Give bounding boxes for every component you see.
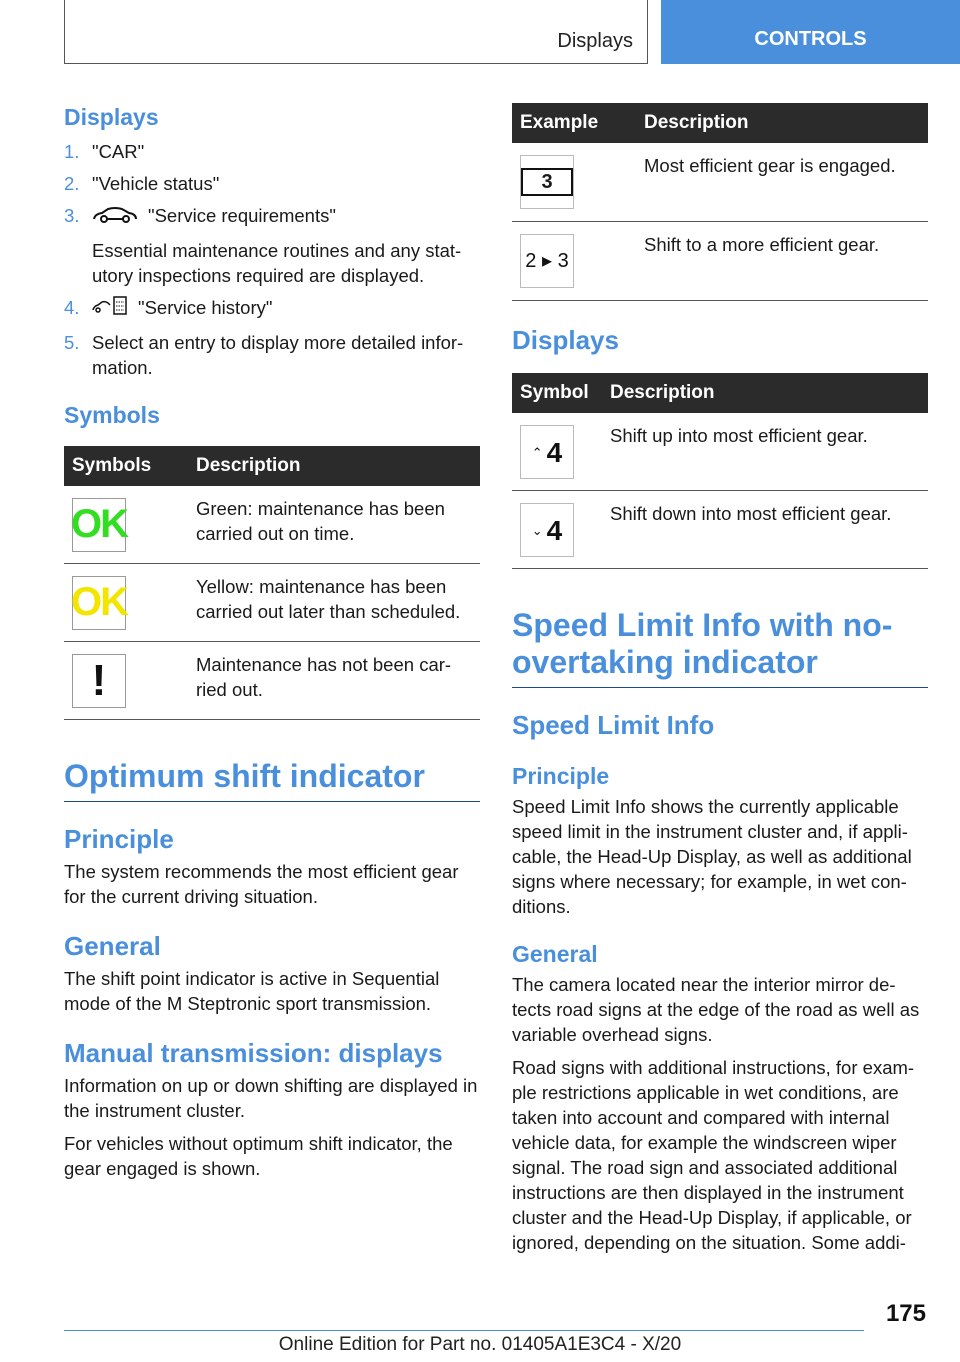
table-row (64, 563, 480, 641)
table-header: Description (636, 103, 928, 143)
table-row (512, 143, 928, 222)
table-header: Description (188, 446, 480, 486)
table-header: Example (512, 103, 636, 143)
header-box (64, 0, 648, 64)
symbols-heading: Symbols (64, 401, 160, 428)
displays-heading-right: Displays (512, 325, 619, 355)
displays-heading: Displays (64, 104, 159, 130)
optimum-shift-heading: Optimum shift indicator (64, 758, 480, 802)
shift-2-to-3-icon: 2 ▸ 3 (525, 249, 569, 272)
table-header: Symbols (64, 446, 188, 486)
ok-yellow-icon: OK (71, 580, 127, 625)
general-heading-right: General (512, 941, 598, 967)
list-num: 2. (64, 173, 80, 194)
table-row (512, 491, 928, 569)
list-item (64, 171, 480, 196)
gear-3-icon: 3 (521, 168, 573, 196)
principle-text-right: Speed Limit Info shows the currently applicable speed limit in the instrument cluster and, if appli-cable, the Head-Up Display, as well as additional signs where necessary; for example, in wet con-ditions. (512, 796, 912, 917)
gear-4-icon: 4 (546, 436, 563, 468)
table-header: Description (602, 373, 928, 413)
shift-symbol-table (512, 373, 928, 569)
chapter-tab[interactable] (661, 0, 960, 64)
table-cell: Yellow: maintenance has been carried out later than scheduled. (188, 563, 480, 641)
chapter-tab-label: CONTROLS (754, 27, 867, 50)
general-text-right-2: Road signs with additional instructions, for exam-ple restrictions applicable in wet conditions, are taken into account and compared with internal vehicle data, for example the windscreen wiper signal. The road sign and associated additional instructions are then displayed in the instrument cluster and the Head-Up Display, if applicable, or ignored, depending on the situation. Some addi- (512, 1057, 915, 1253)
section-title: Displays (557, 30, 633, 52)
manual-text-1: Information on up or down shifting are displayed in the instrument cluster. (64, 1074, 478, 1121)
list-item (64, 139, 480, 164)
list-item (64, 330, 480, 380)
principle-text: The system recommends the most efficient gear for the current driving situation. (64, 860, 459, 907)
list-item (64, 295, 480, 323)
footer-divider (64, 1330, 864, 1331)
general-text: The shift point indicator is active in Sequential mode of the M Steptronic sport transmission. (64, 967, 440, 1014)
principle-heading-right: Principle (512, 763, 610, 789)
edition-footer: Online Edition for Part no. 01405A1E3C4 - X/20 (278, 1334, 682, 1355)
table-cell: Green: maintenance has been carried out on time. (188, 486, 480, 564)
table-cell: Shift to a more efficient gear. (636, 222, 928, 301)
shift-down-arrow-icon: ⌄ (531, 522, 543, 538)
table-cell: Most efficient gear is engaged. (636, 143, 928, 222)
list-subtext: Essential maintenance routines and any stat-utory inspections required are displayed. (92, 239, 462, 286)
list-text: "Service requirements" (148, 205, 336, 226)
speed-limit-info-heading: Speed Limit Info with no-overtaking indicator (512, 607, 928, 688)
list-num: 5. (64, 331, 80, 353)
left-column (64, 100, 480, 1181)
shift-up-arrow-icon: ⌃ (531, 444, 543, 460)
car-icon (92, 205, 138, 230)
table-row (64, 486, 480, 564)
right-column (512, 103, 928, 1255)
list-text: "CAR" (92, 141, 145, 162)
symbols-table (64, 446, 480, 720)
page-number: 175 (885, 1300, 926, 1327)
list-text: "Vehicle status" (92, 173, 220, 194)
general-text-right-1: The camera located near the interior mirror de-tects road signs at the edge of the road as well as variable overhead signs. (512, 974, 920, 1045)
gear-4-icon: 4 (546, 514, 563, 546)
exclamation-icon: ! (91, 656, 107, 706)
table-cell: Shift up into most efficient gear. (602, 413, 928, 491)
list-num: 1. (64, 141, 80, 162)
table-row (512, 222, 928, 301)
table-header: Symbol (512, 373, 602, 413)
list-num: 4. (64, 296, 80, 318)
list-text: Select an entry to display more detailed infor-mation. (92, 331, 464, 378)
general-heading: General (64, 930, 161, 961)
displays-list (64, 139, 480, 380)
service-history-icon (92, 295, 128, 323)
manual-transmission-heading: Manual transmission: displays (64, 1037, 443, 1068)
manual-text-2: For vehicles without optimum shift indicator, the gear engaged is shown. (64, 1132, 453, 1179)
list-text: "Service history" (138, 296, 273, 318)
list-num: 3. (64, 205, 80, 226)
table-row (512, 413, 928, 491)
speed-limit-info-subheading: Speed Limit Info (512, 710, 715, 740)
table-row (64, 641, 480, 719)
ok-green-icon: OK (71, 502, 127, 547)
list-item (64, 203, 480, 288)
example-table (512, 103, 928, 301)
table-cell: Shift down into most efficient gear. (602, 491, 928, 569)
table-cell: Maintenance has not been car-ried out. (188, 641, 480, 719)
principle-heading: Principle (64, 823, 174, 854)
